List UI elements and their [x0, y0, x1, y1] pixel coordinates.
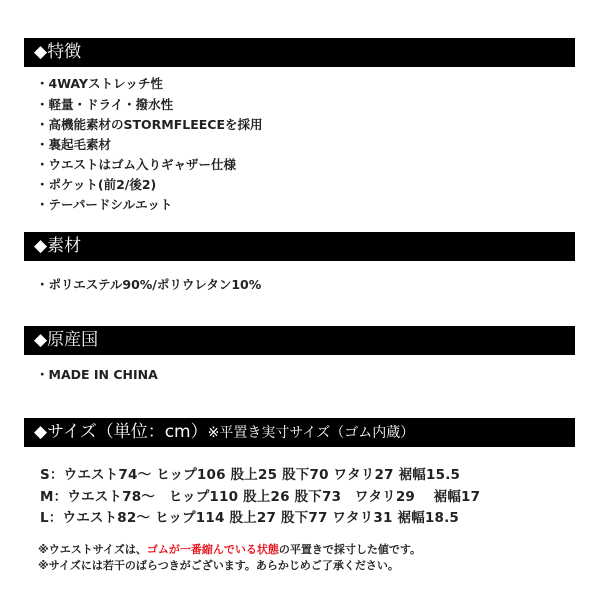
size-row-m: M：ウエスト78～ ヒップ110 股上26 股下73 ワタリ29 裾幅17: [40, 489, 481, 505]
section-header-origin: [24, 326, 575, 355]
section-title-size-note: ※平置き実寸サイズ（ゴム内蔵）: [207, 425, 415, 441]
feature-item: ・裏起毛素材: [36, 137, 112, 152]
origin-item: ・MADE IN CHINA: [36, 367, 158, 382]
note-waist-prefix: ※ウエストサイズは、: [38, 543, 147, 556]
size-row-l: L：ウエスト82～ ヒップ114 股上27 股下77 ワタリ31 裾幅18.5: [40, 510, 459, 526]
feature-item: ・ウエストはゴム入りギャザー仕様: [36, 157, 237, 172]
feature-item: ・テーパードシルエット: [36, 197, 173, 212]
note-waist: [38, 541, 421, 557]
feature-item: ・ポケット(前2/後2): [36, 177, 157, 192]
material-item: ・ポリエステル90%/ポリウレタン10%: [36, 277, 262, 292]
feature-item: ・4WAYストレッチ性: [36, 76, 163, 91]
section-title-origin: ◆原産国: [34, 330, 99, 350]
section-title-size: ◆サイズ（単位：cm）: [34, 422, 208, 442]
feature-item: ・軽量・ドライ・撥水性: [36, 97, 174, 112]
section-header-features: [24, 38, 575, 67]
section-title-material: ◆素材: [34, 236, 82, 256]
note-variance: ※サイズには若干のばらつきがございます。あらかじめご了承ください。: [38, 559, 399, 572]
section-header-material: [24, 232, 575, 261]
feature-item: ・高機能素材のSTORMFLEECEを採用: [36, 117, 263, 132]
note-waist-suffix: の平置きで採寸した値です。: [278, 543, 421, 556]
section-header-size: [24, 418, 575, 447]
section-title-features: ◆特徴: [34, 42, 82, 62]
size-row-s: S：ウエスト74～ ヒップ106 股上25 股下70 ワタリ27 裾幅15.5: [40, 467, 461, 483]
note-waist-highlight: ゴムが一番縮んでいる状態: [146, 543, 279, 556]
